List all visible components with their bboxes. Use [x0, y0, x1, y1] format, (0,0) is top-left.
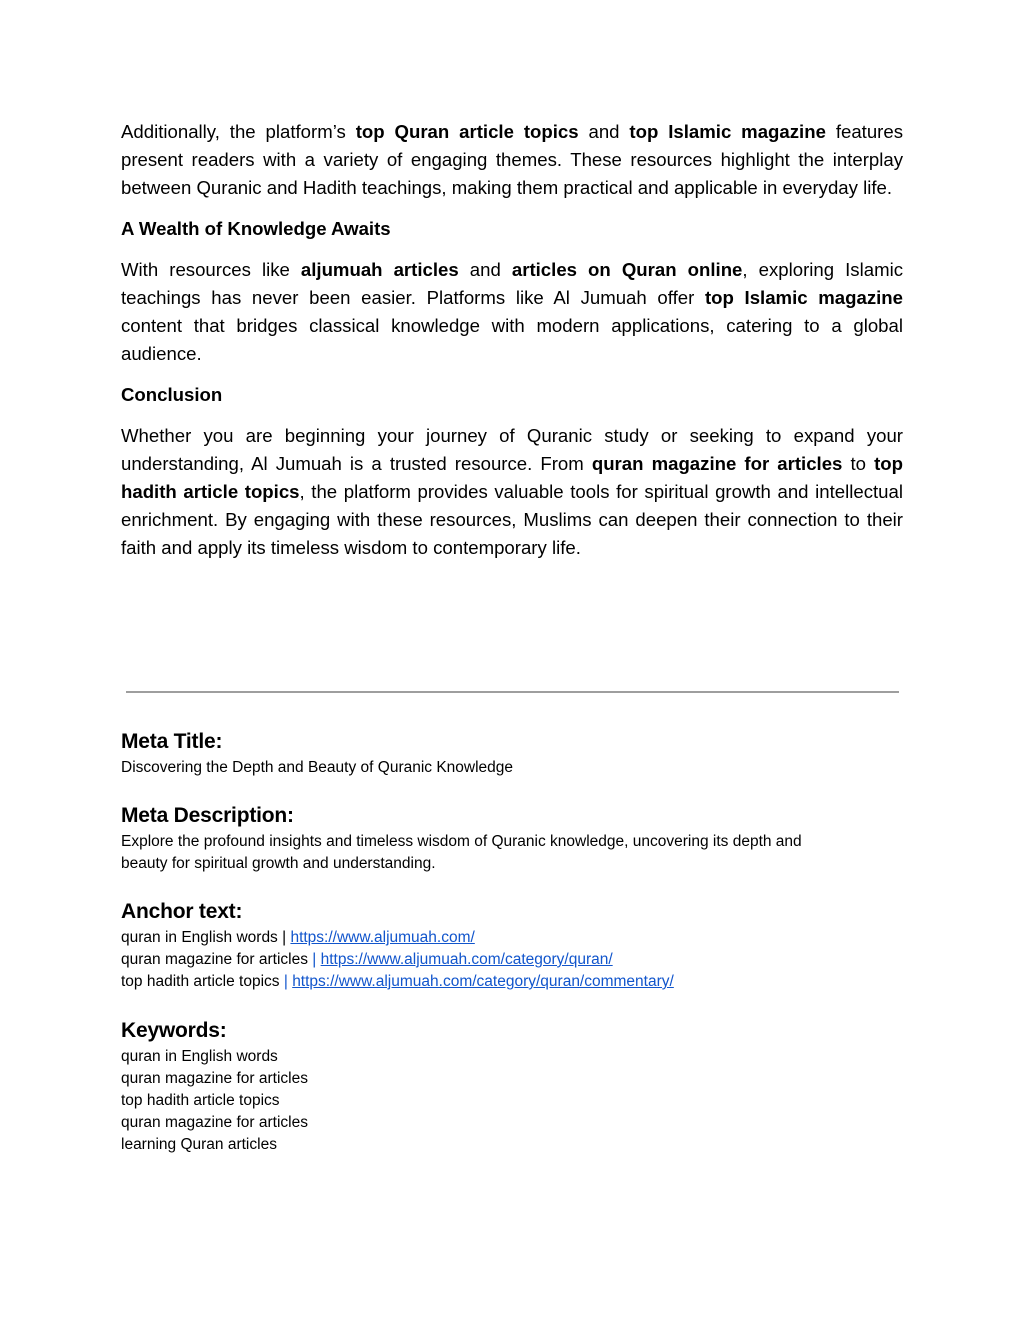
bold-keyword: top Islamic magazine	[629, 121, 826, 142]
bold-keyword: top hadith article topics	[121, 453, 903, 502]
anchor-text-heading: Anchor text:	[121, 900, 243, 923]
text-run: Additionally, the platform’s	[121, 121, 356, 142]
bold-keyword: quran magazine for articles	[591, 453, 843, 474]
text-run: and	[458, 259, 512, 280]
keywords-heading: Keywords:	[121, 1019, 227, 1042]
paragraph-additionally	[121, 118, 903, 202]
bold-keyword: top Quran article topics	[355, 121, 579, 142]
meta-description-heading: Meta Description:	[121, 804, 294, 827]
paragraph-conclusion	[121, 422, 903, 562]
anchor-text-section	[121, 899, 903, 993]
text-run: features present readers with a variety of engaging themes. These resources highlight the interplay between Quranic and Hadith teachings, making them practical and applicable in everyday life.	[121, 121, 904, 198]
article-body	[121, 118, 903, 575]
anchor-item	[121, 927, 903, 949]
keywords-section	[121, 1018, 903, 1156]
keyword-item: quran in English words	[121, 1048, 278, 1065]
text-run: to	[842, 453, 875, 474]
anchor-link[interactable]: https://www.aljumuah.com/	[290, 929, 475, 946]
keyword-item: quran magazine for articles	[121, 1070, 308, 1087]
keyword-item: quran magazine for articles	[121, 1114, 308, 1131]
meta-title-value: Discovering the Depth and Beauty of Quranic Knowledge	[121, 759, 514, 776]
anchor-item	[121, 971, 903, 993]
anchor-label: quran magazine for articles	[121, 951, 313, 968]
paragraph-resources	[121, 256, 903, 368]
section-heading-conclusion: Conclusion	[121, 384, 223, 405]
anchor-label: quran in English words |	[121, 929, 291, 946]
anchor-separator: |	[312, 951, 321, 968]
anchor-link[interactable]: https://www.aljumuah.com/category/quran/commentary/	[292, 973, 674, 990]
text-run: , exploring Islamic teachings has never been easier. Platforms like Al Jumuah offer	[121, 259, 903, 308]
keyword-item: top hadith article topics	[121, 1092, 280, 1109]
meta-description-line: beauty for spiritual growth and understanding.	[121, 855, 436, 872]
text-run: , the platform provides valuable tools for spiritual growth and intellectual enrichment. By engaging with these resources, Muslims can deepen their connection to their faith and apply its timeless wisdom to contemporary life.	[121, 481, 903, 558]
meta-description-section	[121, 803, 903, 875]
bold-keyword: articles on Quran online	[511, 259, 743, 280]
bold-keyword: top Islamic magazine	[704, 287, 904, 308]
bold-keyword: aljumuah articles	[300, 259, 459, 280]
section-heading-wealth: A Wealth of Knowledge Awaits	[121, 218, 391, 239]
meta-title-heading: Meta Title:	[121, 730, 223, 753]
anchor-link[interactable]: https://www.aljumuah.com/category/quran/	[320, 951, 613, 968]
meta-title-section	[121, 729, 903, 779]
text-run: content that bridges classical knowledge with modern applications, catering to a global audience.	[121, 315, 903, 364]
keyword-item: learning Quran articles	[121, 1136, 277, 1153]
text-run: Whether you are beginning your journey of Quranic study or seeking to expand your understanding, Al Jumuah is a trusted resource. From	[121, 425, 903, 474]
text-run: With resources like	[121, 259, 301, 280]
text-run: and	[578, 121, 630, 142]
anchor-separator: |	[283, 973, 293, 990]
anchor-label: top hadith article topics	[121, 973, 284, 990]
anchor-item	[121, 949, 903, 971]
horizontal-divider	[126, 691, 899, 693]
meta-description-line: Explore the profound insights and timeless wisdom of Quranic knowledge, uncovering its depth and	[121, 833, 802, 850]
